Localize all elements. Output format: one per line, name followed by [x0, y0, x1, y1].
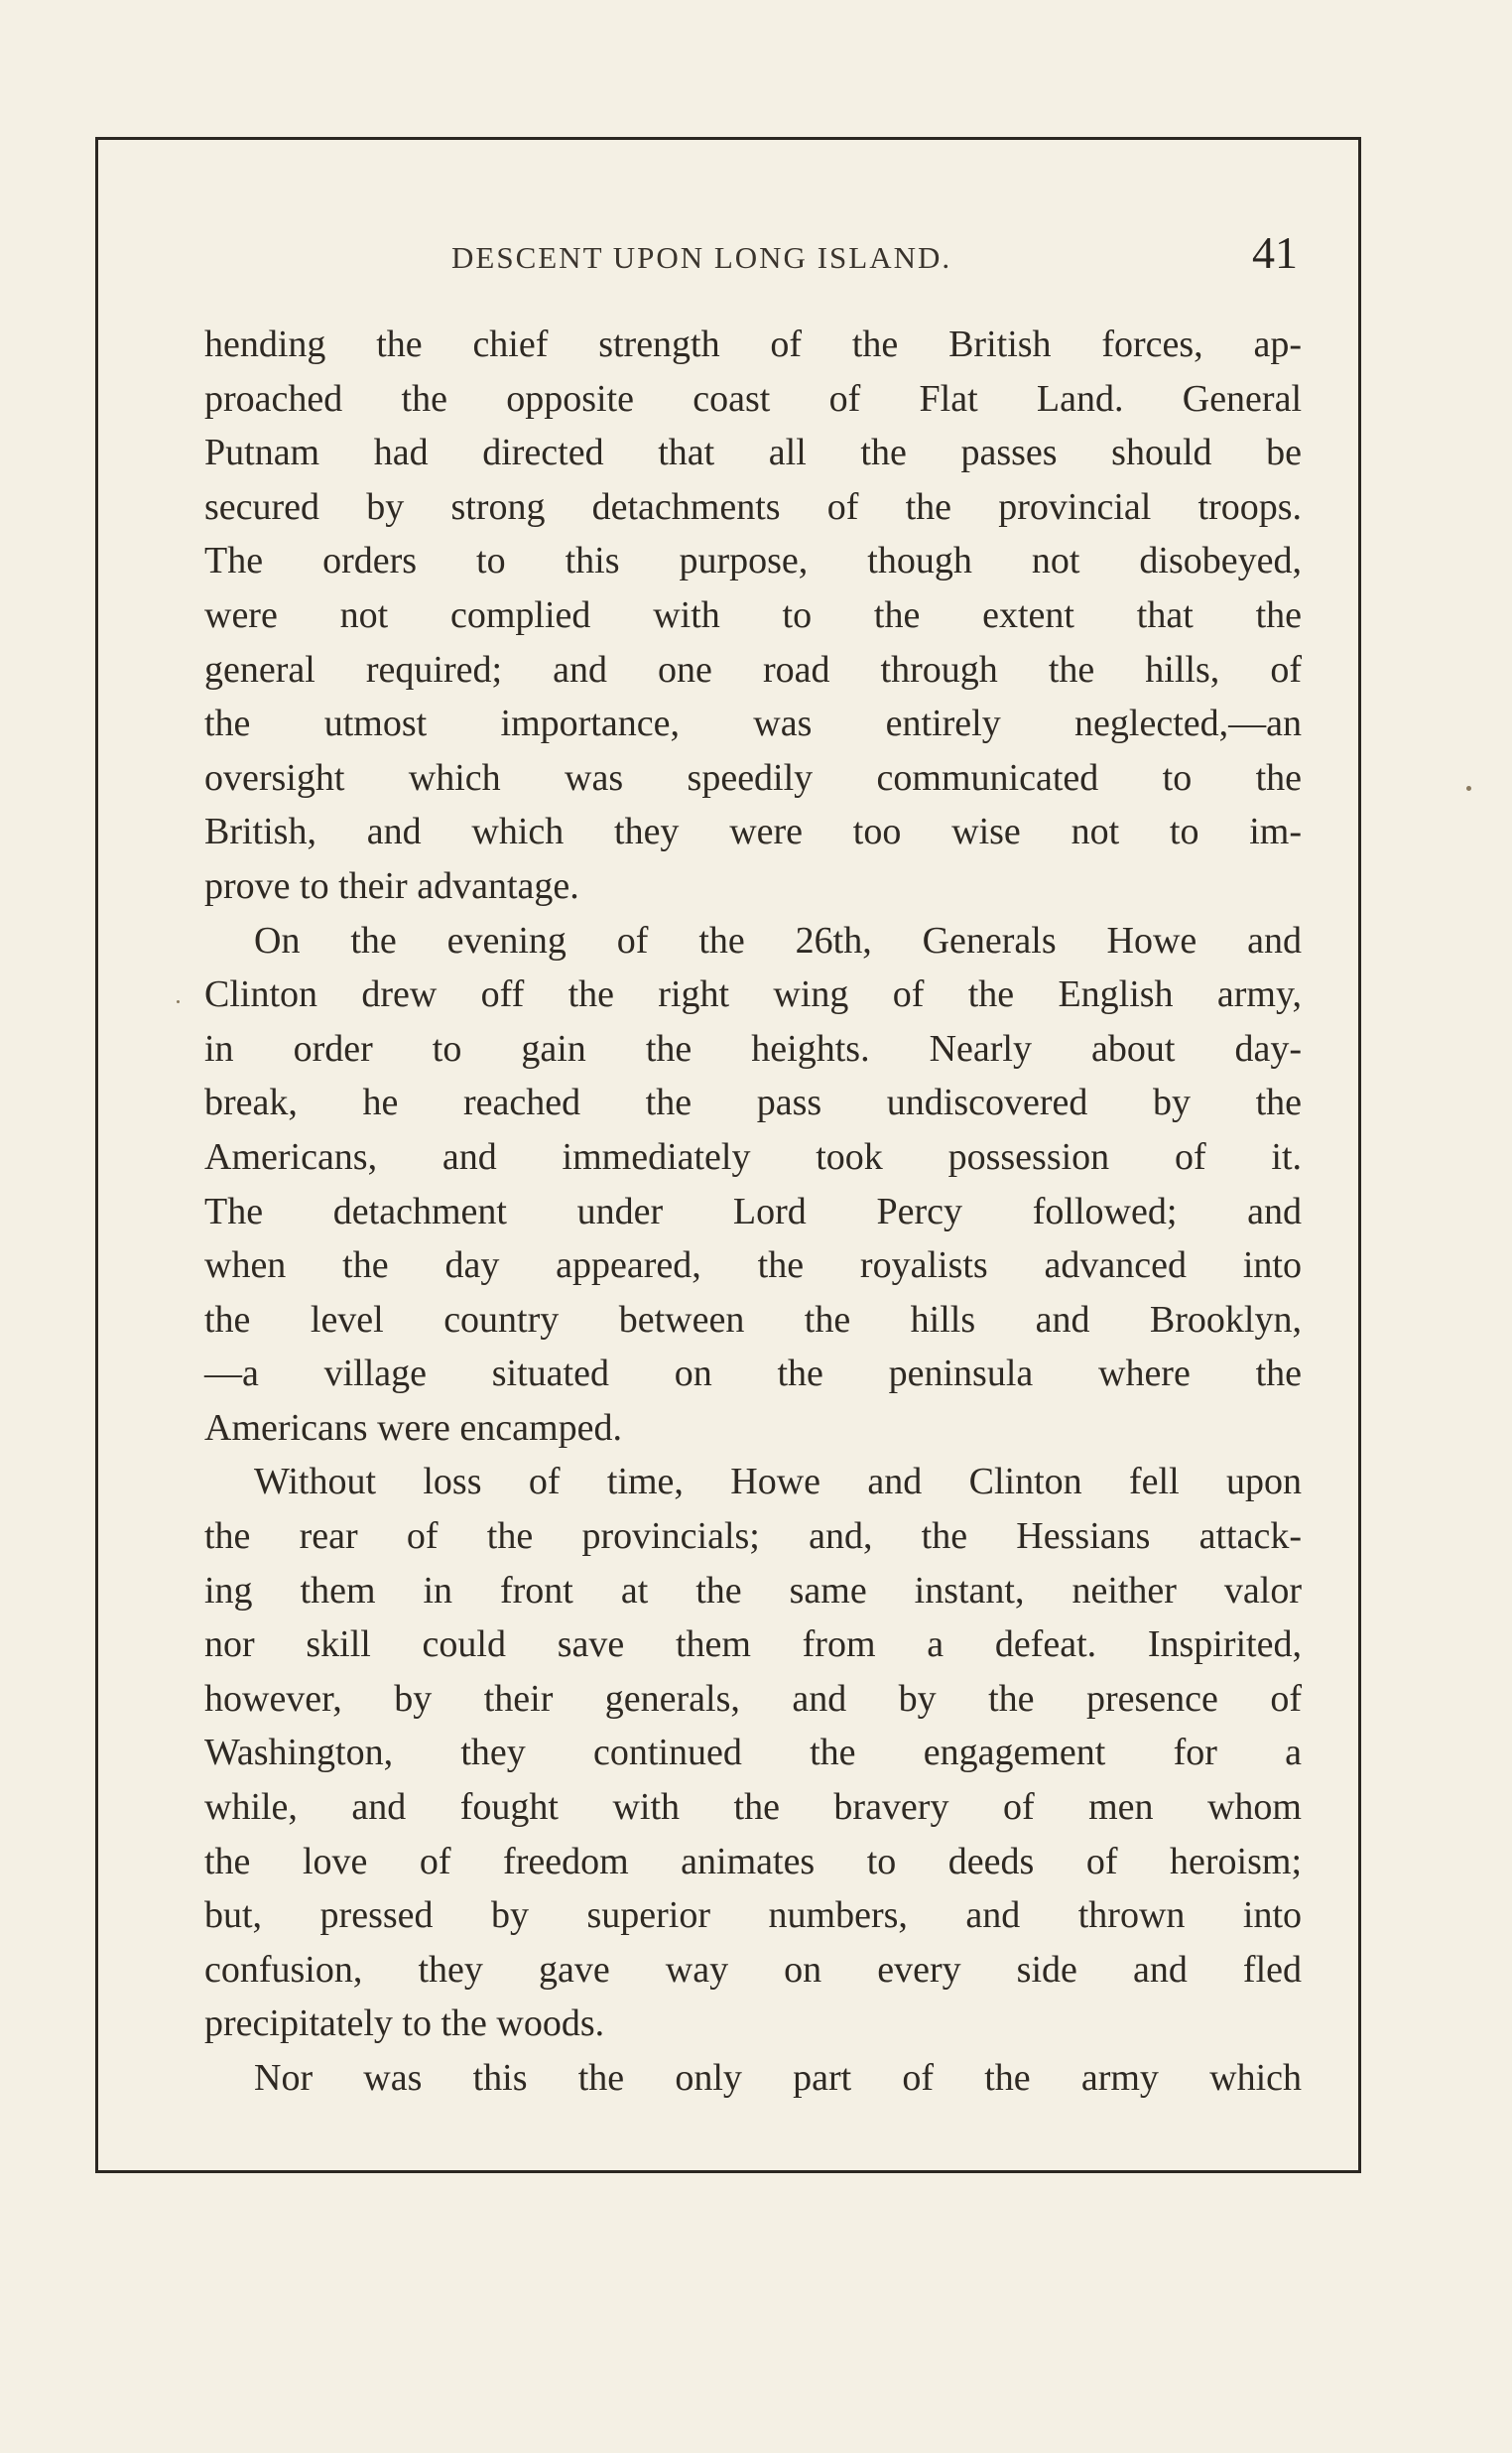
- text-line: in order to gain the heights. Nearly about day-: [204, 1027, 1302, 1070]
- text-line: The detachment under Lord Percy followed; and: [204, 1190, 1302, 1232]
- text-line: The orders to this purpose, though not disobeyed,: [204, 540, 1302, 582]
- text-line: general required; and one road through the hills, of: [204, 648, 1302, 691]
- text-line: precipitately to the woods.: [204, 2002, 605, 2045]
- running-title: DESCENT UPON LONG ISLAND.: [451, 240, 952, 275]
- text-line: while, and fought with the bravery of men whom: [204, 1786, 1302, 1829]
- text-line: Putnam had directed that all the passes should be: [204, 432, 1302, 474]
- text-line: Clinton drew off the right wing of the English army,: [204, 973, 1302, 1016]
- text-line: hending the chief strength of the British forces, ap-: [204, 323, 1302, 365]
- text-line: secured by strong detachments of the provincial troops.: [204, 485, 1302, 528]
- text-line: confusion, they gave way on every side and fled: [204, 1948, 1302, 1991]
- paragraph-start-line: Nor was this the only part of the army which: [254, 2057, 1302, 2099]
- text-line: the love of freedom animates to deeds of heroism;: [204, 1840, 1302, 1882]
- text-line: Washington, they continued the engagement for a: [204, 1732, 1302, 1774]
- text-line: proached the opposite coast of Flat Land. General: [204, 377, 1302, 420]
- text-line: the level country between the hills and Brooklyn,: [204, 1298, 1302, 1341]
- text-line: —a village situated on the peninsula where the: [204, 1353, 1302, 1395]
- running-head: [208, 226, 1298, 286]
- paragraph-start-line: Without loss of time, Howe and Clinton fell upon: [254, 1461, 1302, 1503]
- text-line: when the day appeared, the royalists advanced into: [204, 1244, 1302, 1287]
- text-line: break, he reached the pass undiscovered by the: [204, 1082, 1302, 1124]
- page-number: 41: [1252, 227, 1298, 278]
- text-line: the utmost importance, was entirely neglected,—an: [204, 703, 1302, 745]
- paper-speck: [1466, 786, 1471, 791]
- paragraph-start-line: On the evening of the 26th, Generals Howe and: [254, 919, 1302, 962]
- text-line: Americans were encamped.: [204, 1406, 622, 1449]
- text-line: Americans, and immediately took possession of it.: [204, 1135, 1302, 1178]
- text-line: however, by their generals, and by the presence of: [204, 1677, 1302, 1720]
- text-line: were not complied with to the extent that the: [204, 593, 1302, 636]
- text-line: British, and which they were too wise not to im-: [204, 811, 1302, 853]
- paper-speck: [177, 1000, 180, 1003]
- text-line: oversight which was speedily communicated to the: [204, 756, 1302, 799]
- body-text: [204, 318, 1302, 2106]
- text-line: ing them in front at the same instant, neither valor: [204, 1569, 1302, 1612]
- text-line: nor skill could save them from a defeat. Inspirited,: [204, 1623, 1302, 1666]
- text-line: the rear of the provincials; and, the Hessians attack-: [204, 1515, 1302, 1558]
- text-line: prove to their advantage.: [204, 864, 579, 907]
- text-line: but, pressed by superior numbers, and thrown into: [204, 1894, 1302, 1937]
